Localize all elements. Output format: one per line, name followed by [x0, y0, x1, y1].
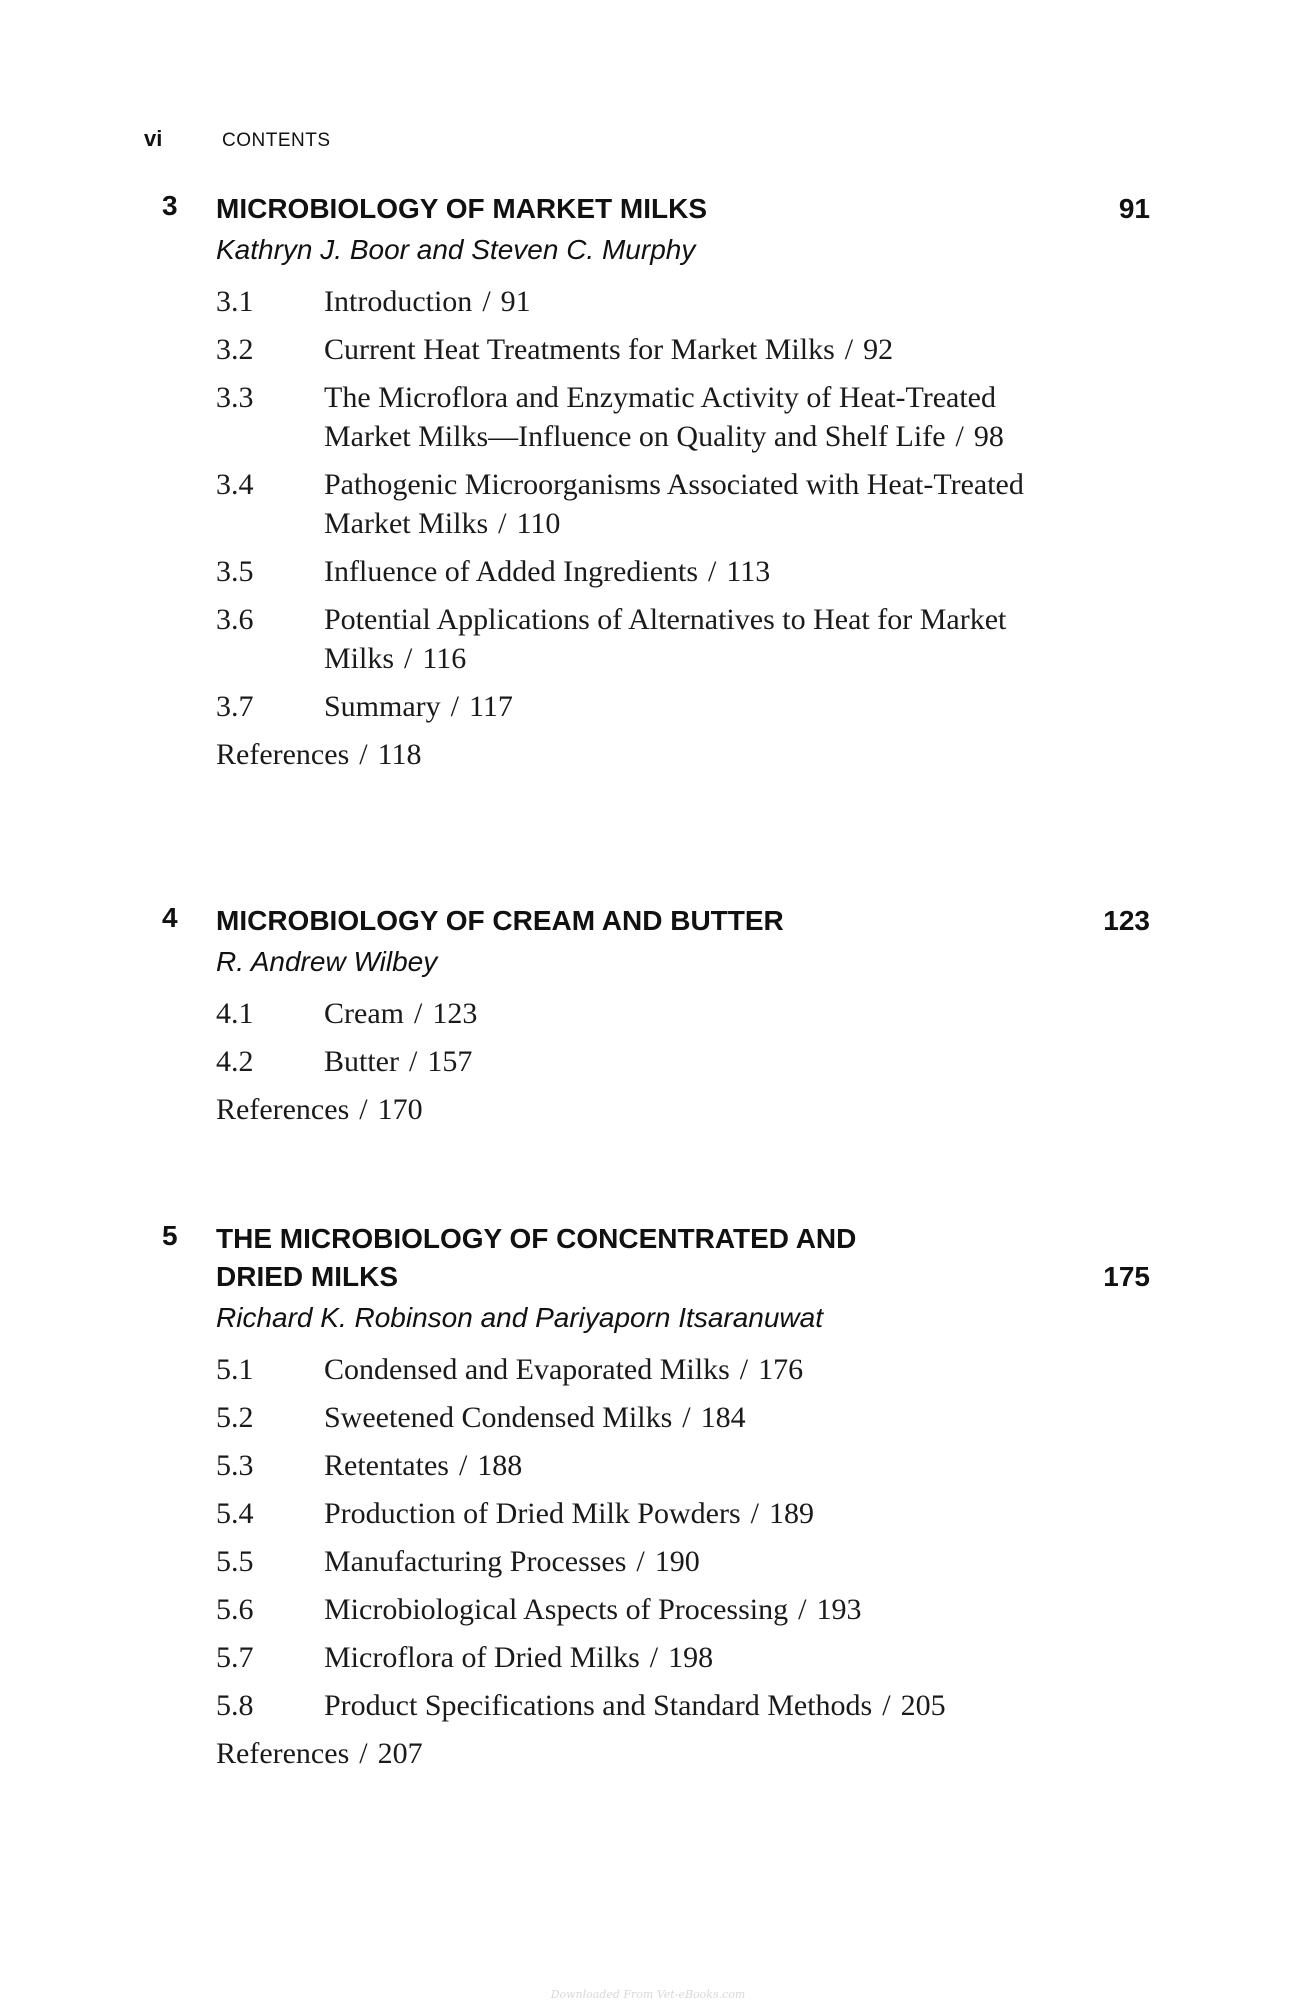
references-entry[interactable]: References / 207 — [216, 1737, 423, 1770]
references-entry[interactable]: References / 170 — [216, 1093, 423, 1126]
toc-entry[interactable]: 5.1 Condensed and Evaporated Milks / 176 — [216, 1350, 1296, 1389]
section-page: 116 — [422, 642, 467, 675]
section-list — [216, 994, 1296, 1129]
section-number: 5.3 — [216, 1449, 254, 1482]
chapter-number: 3 — [162, 190, 178, 221]
toc-entry[interactable]: 5.7 Microflora of Dried Milks / 198 — [216, 1638, 1296, 1677]
section-number: 4.2 — [216, 1045, 254, 1078]
toc-entry[interactable]: 5.2 Sweetened Condensed Milks / 184 — [216, 1398, 1296, 1437]
section-title: Influence of Added Ingredients — [324, 555, 699, 588]
section-page: 117 — [469, 690, 513, 723]
section-page: 188 — [477, 1449, 523, 1482]
section-page: 98 — [973, 420, 1004, 453]
section-title: The Microflora and Enzymatic Activity of Heat-Treated Market Milks—Influence on Quality and Shelf Life — [324, 381, 996, 453]
section-title: Product Specifications and Standard Methods — [324, 1689, 873, 1722]
toc-entry[interactable]: 3.5 Influence of Added Ingredients / 113 — [216, 552, 1296, 591]
section-number: 3.1 — [216, 285, 254, 318]
section-number: 3.6 — [216, 603, 254, 636]
page-folio: vi — [144, 126, 163, 151]
section-title: Potential Applications of Alternatives to Heat for Market Milks — [324, 603, 1007, 675]
chapter-3 — [0, 190, 1296, 774]
chapter-authors: R. Andrew Wilbey — [216, 946, 438, 977]
toc-entry[interactable]: 3.1 Introduction / 91 — [216, 282, 1296, 321]
chapter-title: MICROBIOLOGY OF MARKET MILKS — [216, 193, 708, 224]
section-number: 3.2 — [216, 333, 254, 366]
toc-entry[interactable]: 5.5 Manufacturing Processes / 190 — [216, 1542, 1296, 1581]
toc-entry[interactable]: 5.8 Product Specifications and Standard Methods / 205 — [216, 1686, 1296, 1725]
section-page: 92 — [863, 333, 894, 366]
toc-entry[interactable]: 3.7 Summary / 117 — [216, 687, 1296, 726]
toc-entry[interactable]: 3.4 Pathogenic Microorganisms Associated with Heat-Treated Market Milks / 110 — [216, 465, 1296, 543]
section-title: Microflora of Dried Milks — [324, 1641, 640, 1674]
toc-entry[interactable]: 3.2 Current Heat Treatments for Market Milks / 92 — [216, 330, 1296, 369]
toc-entry[interactable]: 3.3 The Microflora and Enzymatic Activity of Heat-Treated Market Milks—Influence on Quality and Shelf Life / 98 — [216, 378, 1296, 456]
chapter-page: 91 — [1118, 193, 1150, 224]
section-page: 123 — [432, 997, 478, 1030]
section-page: 113 — [726, 555, 771, 588]
section-number: 5.6 — [216, 1593, 254, 1626]
section-page: 205 — [900, 1689, 946, 1722]
section-page: 110 — [516, 507, 561, 540]
section-title: Introduction — [324, 285, 473, 318]
chapter-number: 4 — [162, 902, 178, 933]
running-head — [144, 126, 331, 152]
section-number: 3.7 — [216, 690, 254, 723]
toc-entry[interactable]: 5.3 Retentates / 188 — [216, 1446, 1296, 1485]
download-watermark: Downloaded From Vet-eBooks.com — [550, 1988, 746, 2001]
chapter-page: 175 — [1103, 1261, 1150, 1292]
section-page: 184 — [700, 1401, 746, 1434]
section-page: 157 — [427, 1045, 473, 1078]
section-number: 3.4 — [216, 468, 254, 501]
toc-entry[interactable]: 4.2 Butter / 157 — [216, 1042, 1296, 1081]
section-title: Cream — [324, 997, 404, 1030]
chapter-authors: Richard K. Robinson and Pariyaporn Itsaranuwat — [216, 1302, 824, 1333]
section-number: 5.2 — [216, 1401, 254, 1434]
references-page: 170 — [377, 1093, 423, 1126]
chapter-page: 123 — [1103, 905, 1150, 936]
section-page: 193 — [816, 1593, 862, 1626]
section-title: Pathogenic Microorganisms Associated with Heat-Treated Market Milks — [324, 468, 1024, 540]
section-title: Current Heat Treatments for Market Milks — [324, 333, 835, 366]
toc-entry[interactable]: 4.1 Cream / 123 — [216, 994, 1296, 1033]
section-title: Production of Dried Milk Powders — [324, 1497, 741, 1530]
section-page: 189 — [768, 1497, 814, 1530]
references-label: References — [216, 738, 350, 771]
section-page: 176 — [758, 1353, 804, 1386]
section-page: 190 — [654, 1545, 700, 1578]
chapter-title: MICROBIOLOGY OF CREAM AND BUTTER — [216, 905, 784, 936]
section-number: 4.1 — [216, 997, 254, 1030]
references-label: References — [216, 1093, 350, 1126]
section-number: 5.1 — [216, 1353, 254, 1386]
section-number: 5.8 — [216, 1689, 254, 1722]
chapter-heading — [0, 190, 1296, 228]
chapter-heading — [0, 1220, 1296, 1258]
chapter-5 — [0, 1220, 1296, 1773]
section-number: 3.3 — [216, 381, 254, 414]
section-number: 5.5 — [216, 1545, 254, 1578]
section-title: Sweetened Condensed Milks — [324, 1401, 673, 1434]
toc-entry[interactable]: 3.6 Potential Applications of Alternatives to Heat for Market Milks / 116 — [216, 600, 1296, 678]
section-title: Manufacturing Processes — [324, 1545, 627, 1578]
references-label: References — [216, 1737, 350, 1770]
chapter-4 — [0, 902, 1296, 1129]
section-title: Butter — [324, 1045, 399, 1078]
section-number: 5.4 — [216, 1497, 254, 1530]
references-page: 207 — [377, 1737, 423, 1770]
section-title: Summary — [324, 690, 441, 723]
section-title: Retentates — [324, 1449, 449, 1482]
section-number: 5.7 — [216, 1641, 254, 1674]
chapter-authors: Kathryn J. Boor and Steven C. Murphy — [216, 234, 696, 265]
section-title: Microbiological Aspects of Processing — [324, 1593, 789, 1626]
section-list — [216, 1350, 1296, 1773]
section-number: 3.5 — [216, 555, 254, 588]
references-page: 118 — [377, 738, 422, 771]
chapter-title-line-2-row — [0, 1258, 1296, 1296]
chapter-title-line-2: DRIED MILKS — [216, 1261, 398, 1292]
section-page: 91 — [500, 285, 531, 318]
toc-entry[interactable]: 5.4 Production of Dried Milk Powders / 189 — [216, 1494, 1296, 1533]
toc-entry[interactable]: 5.6 Microbiological Aspects of Processing / 193 — [216, 1590, 1296, 1629]
chapter-title-line-1: THE MICROBIOLOGY OF CONCENTRATED AND — [216, 1223, 857, 1254]
section-list — [216, 282, 1296, 774]
section-title: Condensed and Evaporated Milks — [324, 1353, 730, 1386]
references-entry[interactable]: References / 118 — [216, 738, 422, 771]
running-head-label: CONTENTS — [222, 130, 331, 151]
chapter-number: 5 — [162, 1220, 178, 1251]
section-page: 198 — [668, 1641, 714, 1674]
chapter-heading — [0, 902, 1296, 940]
